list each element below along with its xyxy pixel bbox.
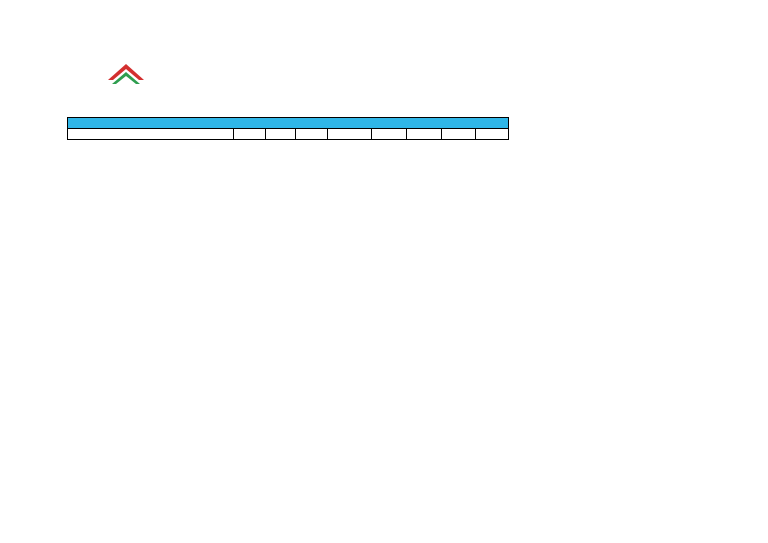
jatra-logo-mark-icon <box>106 60 146 88</box>
month-header-june <box>266 128 296 139</box>
month-header-dec <box>476 128 509 139</box>
blank-header-cell <box>68 128 234 139</box>
month-header-nov <box>442 128 476 139</box>
month-header-august <box>328 128 372 139</box>
month-header-may <box>234 128 266 139</box>
month-header-july <box>296 128 328 139</box>
month-header-row <box>68 128 509 139</box>
year-header-row <box>68 118 509 129</box>
jatra-logo <box>86 60 166 104</box>
mohh-table <box>67 117 509 140</box>
month-header-sept <box>372 128 407 139</box>
year-header <box>68 118 509 129</box>
month-header-oct <box>407 128 442 139</box>
